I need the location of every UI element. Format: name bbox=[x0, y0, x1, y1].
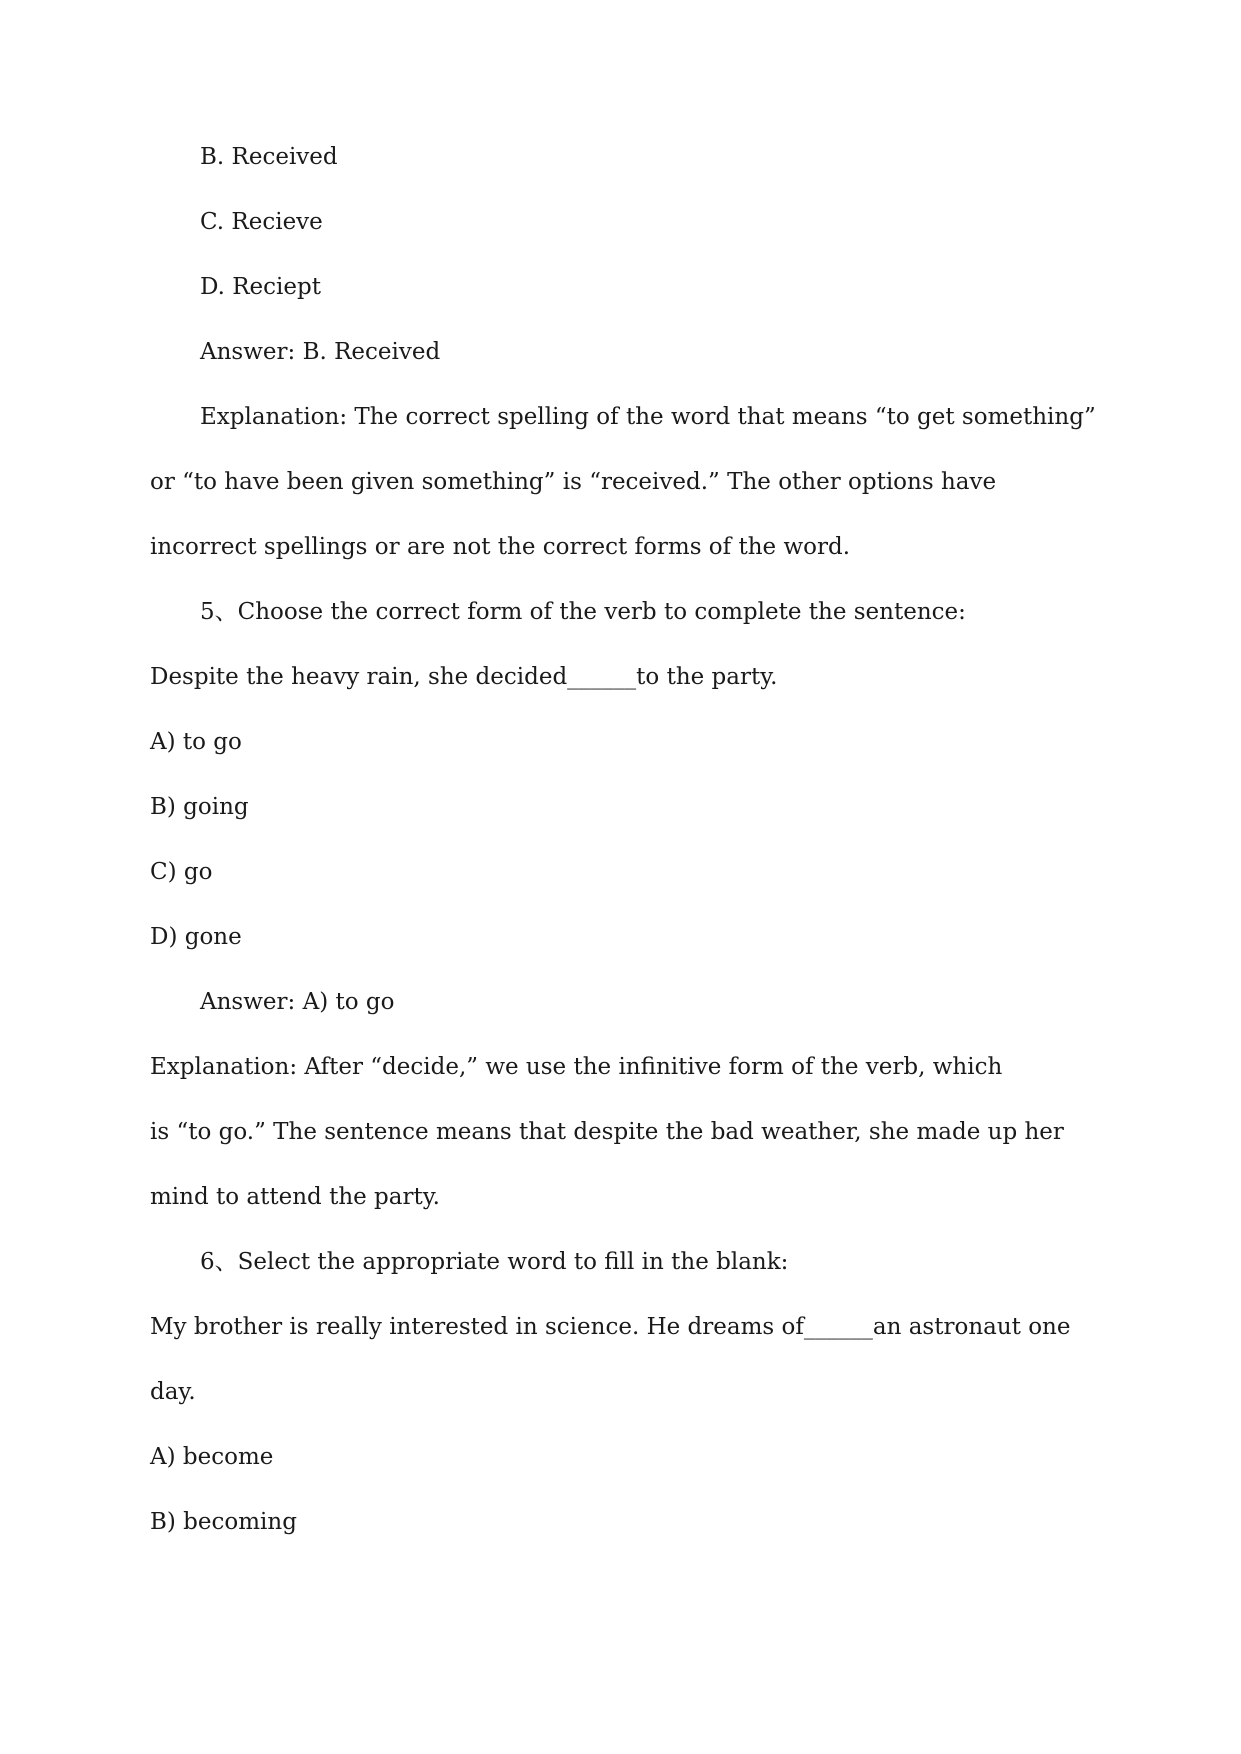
q6-option-a: A) become bbox=[150, 1444, 274, 1470]
q5-option-d: D) gone bbox=[150, 924, 242, 950]
q6-sentence-line-1: My brother is really interested in science. He dreams of______an astronaut one bbox=[150, 1314, 1071, 1340]
q5-answer: Answer: A) to go bbox=[200, 989, 395, 1015]
q5-explanation-line-2: is “to go.” The sentence means that despite the bad weather, she made up her bbox=[150, 1119, 1064, 1145]
q5-option-b: B) going bbox=[150, 794, 249, 820]
q5-option-c: C) go bbox=[150, 859, 213, 885]
q4-option-b: B. Received bbox=[200, 144, 338, 170]
q4-option-d: D. Reciept bbox=[200, 274, 321, 300]
q5-sentence: Despite the heavy rain, she decided______to the party. bbox=[150, 664, 778, 690]
q5-explanation-line-1: Explanation: After “decide,” we use the infinitive form of the verb, which bbox=[150, 1054, 1003, 1080]
q5-explanation-line-3: mind to attend the party. bbox=[150, 1184, 440, 1210]
q4-explanation-line-3: incorrect spellings or are not the correct forms of the word. bbox=[150, 534, 851, 560]
q5-option-a: A) to go bbox=[150, 729, 242, 755]
q6-question: 6、Select the appropriate word to fill in the blank: bbox=[200, 1249, 789, 1275]
q6-option-b: B) becoming bbox=[150, 1509, 297, 1535]
q4-answer: Answer: B. Received bbox=[200, 339, 441, 365]
q5-question: 5、Choose the correct form of the verb to complete the sentence: bbox=[200, 599, 966, 625]
q6-sentence-line-2: day. bbox=[150, 1379, 196, 1405]
q4-explanation-line-1: Explanation: The correct spelling of the word that means “to get something” bbox=[200, 404, 1096, 430]
q4-option-c: C. Recieve bbox=[200, 209, 323, 235]
document-page bbox=[150, 142, 1098, 1572]
q4-explanation-line-2: or “to have been given something” is “received.” The other options have bbox=[150, 469, 997, 495]
